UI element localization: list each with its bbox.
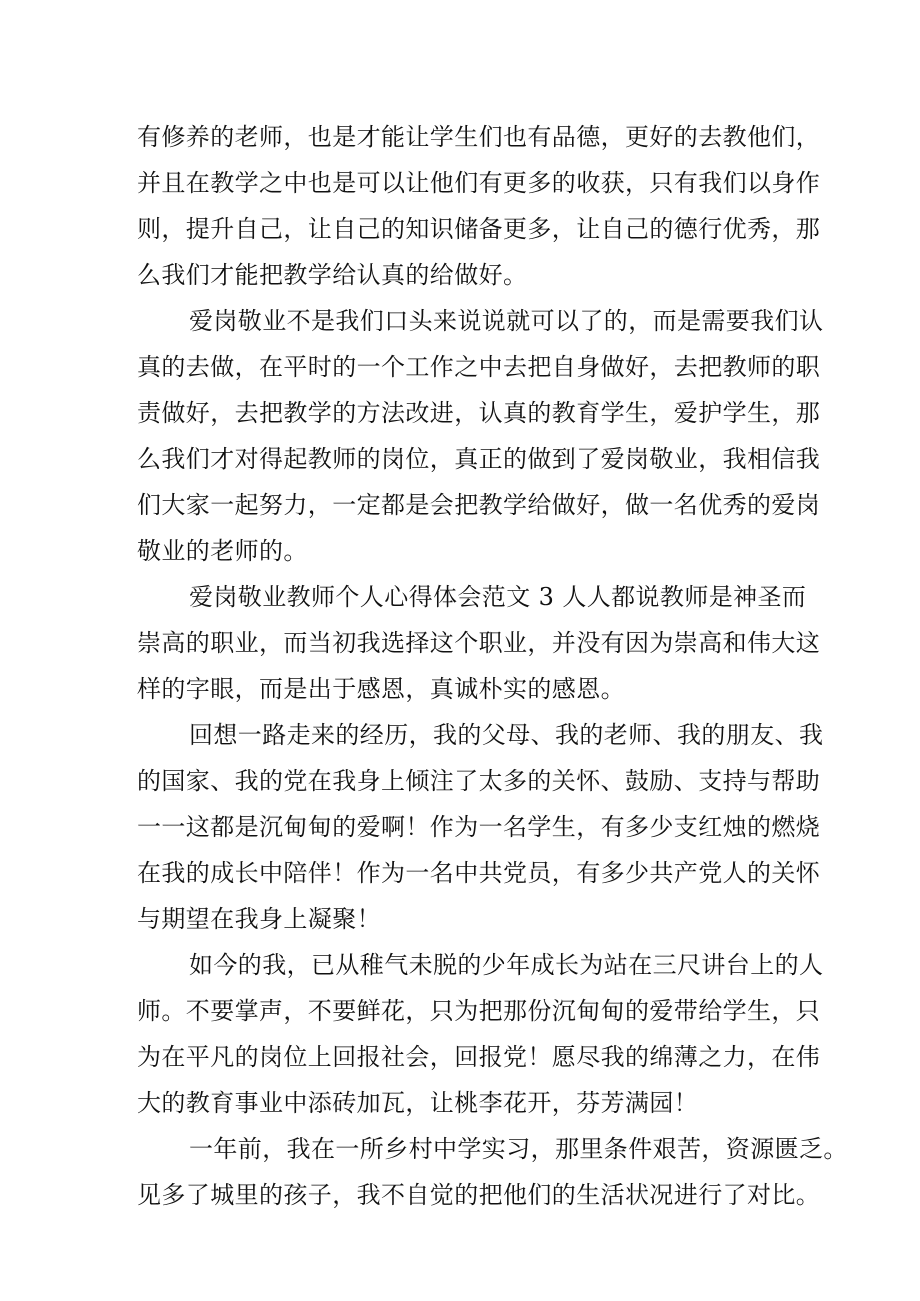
text-line-indented: 爱岗敬业教师个人心得体会范文 3 人人都说教师是神圣而 xyxy=(189,583,807,611)
text-line: 真的去做，在平时的一个工作之中去把自身做好，去把教师的职 xyxy=(137,353,821,381)
text-line: 责做好，去把教学的方法改进，认真的教育学生，爱护学生，那 xyxy=(137,399,821,427)
text-line: 一一这都是沉甸甸的爱啊！作为一名学生，有多少支红烛的燃烧 xyxy=(137,813,821,841)
text-line: 在我的成长中陪伴！作为一名中共党员，有多少共产党人的关怀 xyxy=(137,859,821,887)
paragraph-6 xyxy=(137,1126,848,1218)
text-line: 师。不要掌声，不要鲜花，只为把那份沉甸甸的爱带给学生，只 xyxy=(137,997,821,1025)
text-line: 样的字眼，而是出于感恩，真诚朴实的感恩。 xyxy=(137,675,625,703)
text-line: 们大家一起努力，一定都是会把教学给做好，做一名优秀的爱岗 xyxy=(137,491,821,519)
text-line: 崇高的职业，而当初我选择这个职业，并没有因为崇高和伟大这 xyxy=(137,629,821,657)
text-line-indented: 回想一路走来的经历，我的父母、我的老师、我的朋友、我 xyxy=(189,721,824,749)
paragraph-1 xyxy=(137,114,821,298)
text-line: 敬业的老师的。 xyxy=(137,537,308,565)
text-line-indented: 爱岗敬业不是我们口头来说说就可以了的，而是需要我们认 xyxy=(189,307,824,335)
document-body xyxy=(137,114,848,1218)
text-line: 的国家、我的党在我身上倾注了太多的关怀、鼓励、支持与帮助 xyxy=(137,767,821,795)
text-line: 见多了城里的孩子，我不自觉的把他们的生活状况进行了对比。 xyxy=(137,1181,821,1209)
text-line: 并且在教学之中也是可以让他们有更多的收获，只有我们以身作 xyxy=(137,169,821,197)
text-line: 为在平凡的岗位上回报社会，回报党！愿尽我的绵薄之力，在伟 xyxy=(137,1043,821,1071)
text-line: 有修养的老师，也是才能让学生们也有品德，更好的去教他们， xyxy=(137,123,821,151)
text-line: 则，提升自己，让自己的知识储备更多，让自己的德行优秀，那 xyxy=(137,215,821,243)
paragraph-2 xyxy=(137,298,824,574)
text-line-indented: 如今的我，已从稚气未脱的少年成长为站在三尺讲台上的人 xyxy=(189,951,824,979)
text-line-indented: 一年前，我在一所乡村中学实习，那里条件艰苦，资源匮乏。 xyxy=(189,1135,848,1163)
text-line: 与期望在我身上凝聚！ xyxy=(137,905,381,933)
text-line: 大的教育事业中添砖加瓦，让桃李花开，芬芳满园！ xyxy=(137,1089,699,1117)
paragraph-3 xyxy=(137,574,821,712)
paragraph-4 xyxy=(137,712,824,942)
text-line: 么我们才能把教学给认真的给做好。 xyxy=(137,261,528,289)
text-line: 么我们才对得起教师的岗位，真正的做到了爱岗敬业，我相信我 xyxy=(137,445,821,473)
paragraph-5 xyxy=(137,942,824,1126)
